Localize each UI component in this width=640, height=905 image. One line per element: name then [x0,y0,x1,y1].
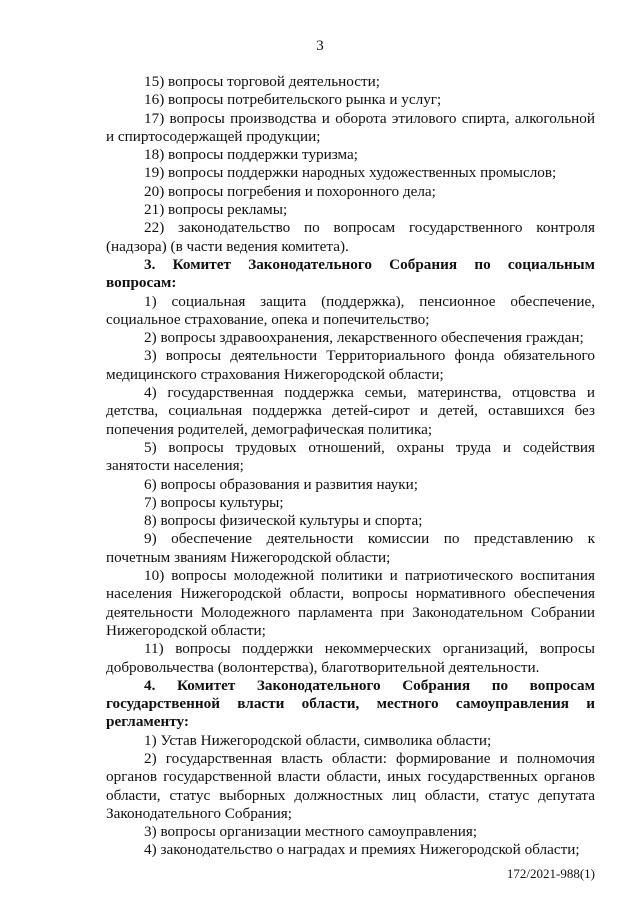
list-item: 6) вопросы образования и развития науки; [144,475,418,493]
list-item: 2) вопросы здравоохранения, лекарственного обеспечения граждан; [144,329,584,347]
list-item: 21) вопросы рекламы; [144,201,288,219]
list-item: 10) вопросы молодежной политики и патриотического воспитания населения Нижегородской области, вопросы нормативного обеспечения деятельности Молодежного парламента при Законодательном Собрании Нижегородской области; [106,567,595,639]
list-item: 11) вопросы поддержки некоммерческих организаций, вопросы добровольчества (волонтерства), благотворительной деятельности. [106,640,595,676]
list-item: 5) вопросы трудовых отношений, охраны труда и содействия занятости населения; [106,438,595,475]
list-item: 9) обеспечение деятельности комиссии по представлению к почетным званиям Нижегородской области; [106,530,595,566]
list-item: 17) вопросы производства и оборота этилового спирта, алкогольной и спиртосодержащей продукции; [106,109,595,145]
list-item: 20) вопросы погребения и похоронного дела; [144,182,436,200]
list-item: 22) законодательство по вопросам государственного контроля (надзора) (в части ведения комитета). [106,219,595,255]
list-item: 16) вопросы потребительского рынка и услуг; [144,91,442,109]
list-item: 1) социальная защита (поддержка), пенсионное обеспечение, социальное страхование, опека и попечительство; [106,292,595,328]
list-item: 4) законодательство о наградах и премиях Нижегородской области; [144,841,580,859]
list-item: 8) вопросы физической культуры и спорта; [144,512,423,530]
list-item: 15) вопросы торговой деятельности; [144,73,380,90]
section-3-heading: 3. Комитет Законодательного Собрания по социальным вопросам: [106,255,595,292]
list-item: 3) вопросы деятельности Территориального фонда обязательного медицинского страхования Нижегородской области; [106,347,595,383]
list-item: 7) вопросы культуры; [144,493,284,511]
list-item: 4) государственная поддержка семьи, материнства, отцовства и детства, социальная поддержка детей-сирот и детей, оставшихся без попечения родителей, демографическая политика; [106,384,595,438]
document-body [106,73,595,860]
list-item: 18) вопросы поддержки туризма; [144,146,359,164]
section-4-heading: 4. Комитет Законодательного Собрания по вопросам государственной власти области, местного самоуправления и регламенту: [106,676,595,731]
list-item: 1) Устав Нижегородской области, символика области; [144,731,492,749]
list-item: 2) государственная власть области: формирование и полномочия органов государственной власти области, иных государственных органов области, статус выборных должностных лиц области, статус депутата Законодательного Собрания; [106,749,595,822]
document-id: 172/2021-988(1) [506,866,595,881]
list-item: 3) вопросы организации местного самоуправления; [144,823,478,841]
list-item: 19) вопросы поддержки народных художественных промыслов; [144,164,557,182]
page-number: 3 [316,38,324,54]
